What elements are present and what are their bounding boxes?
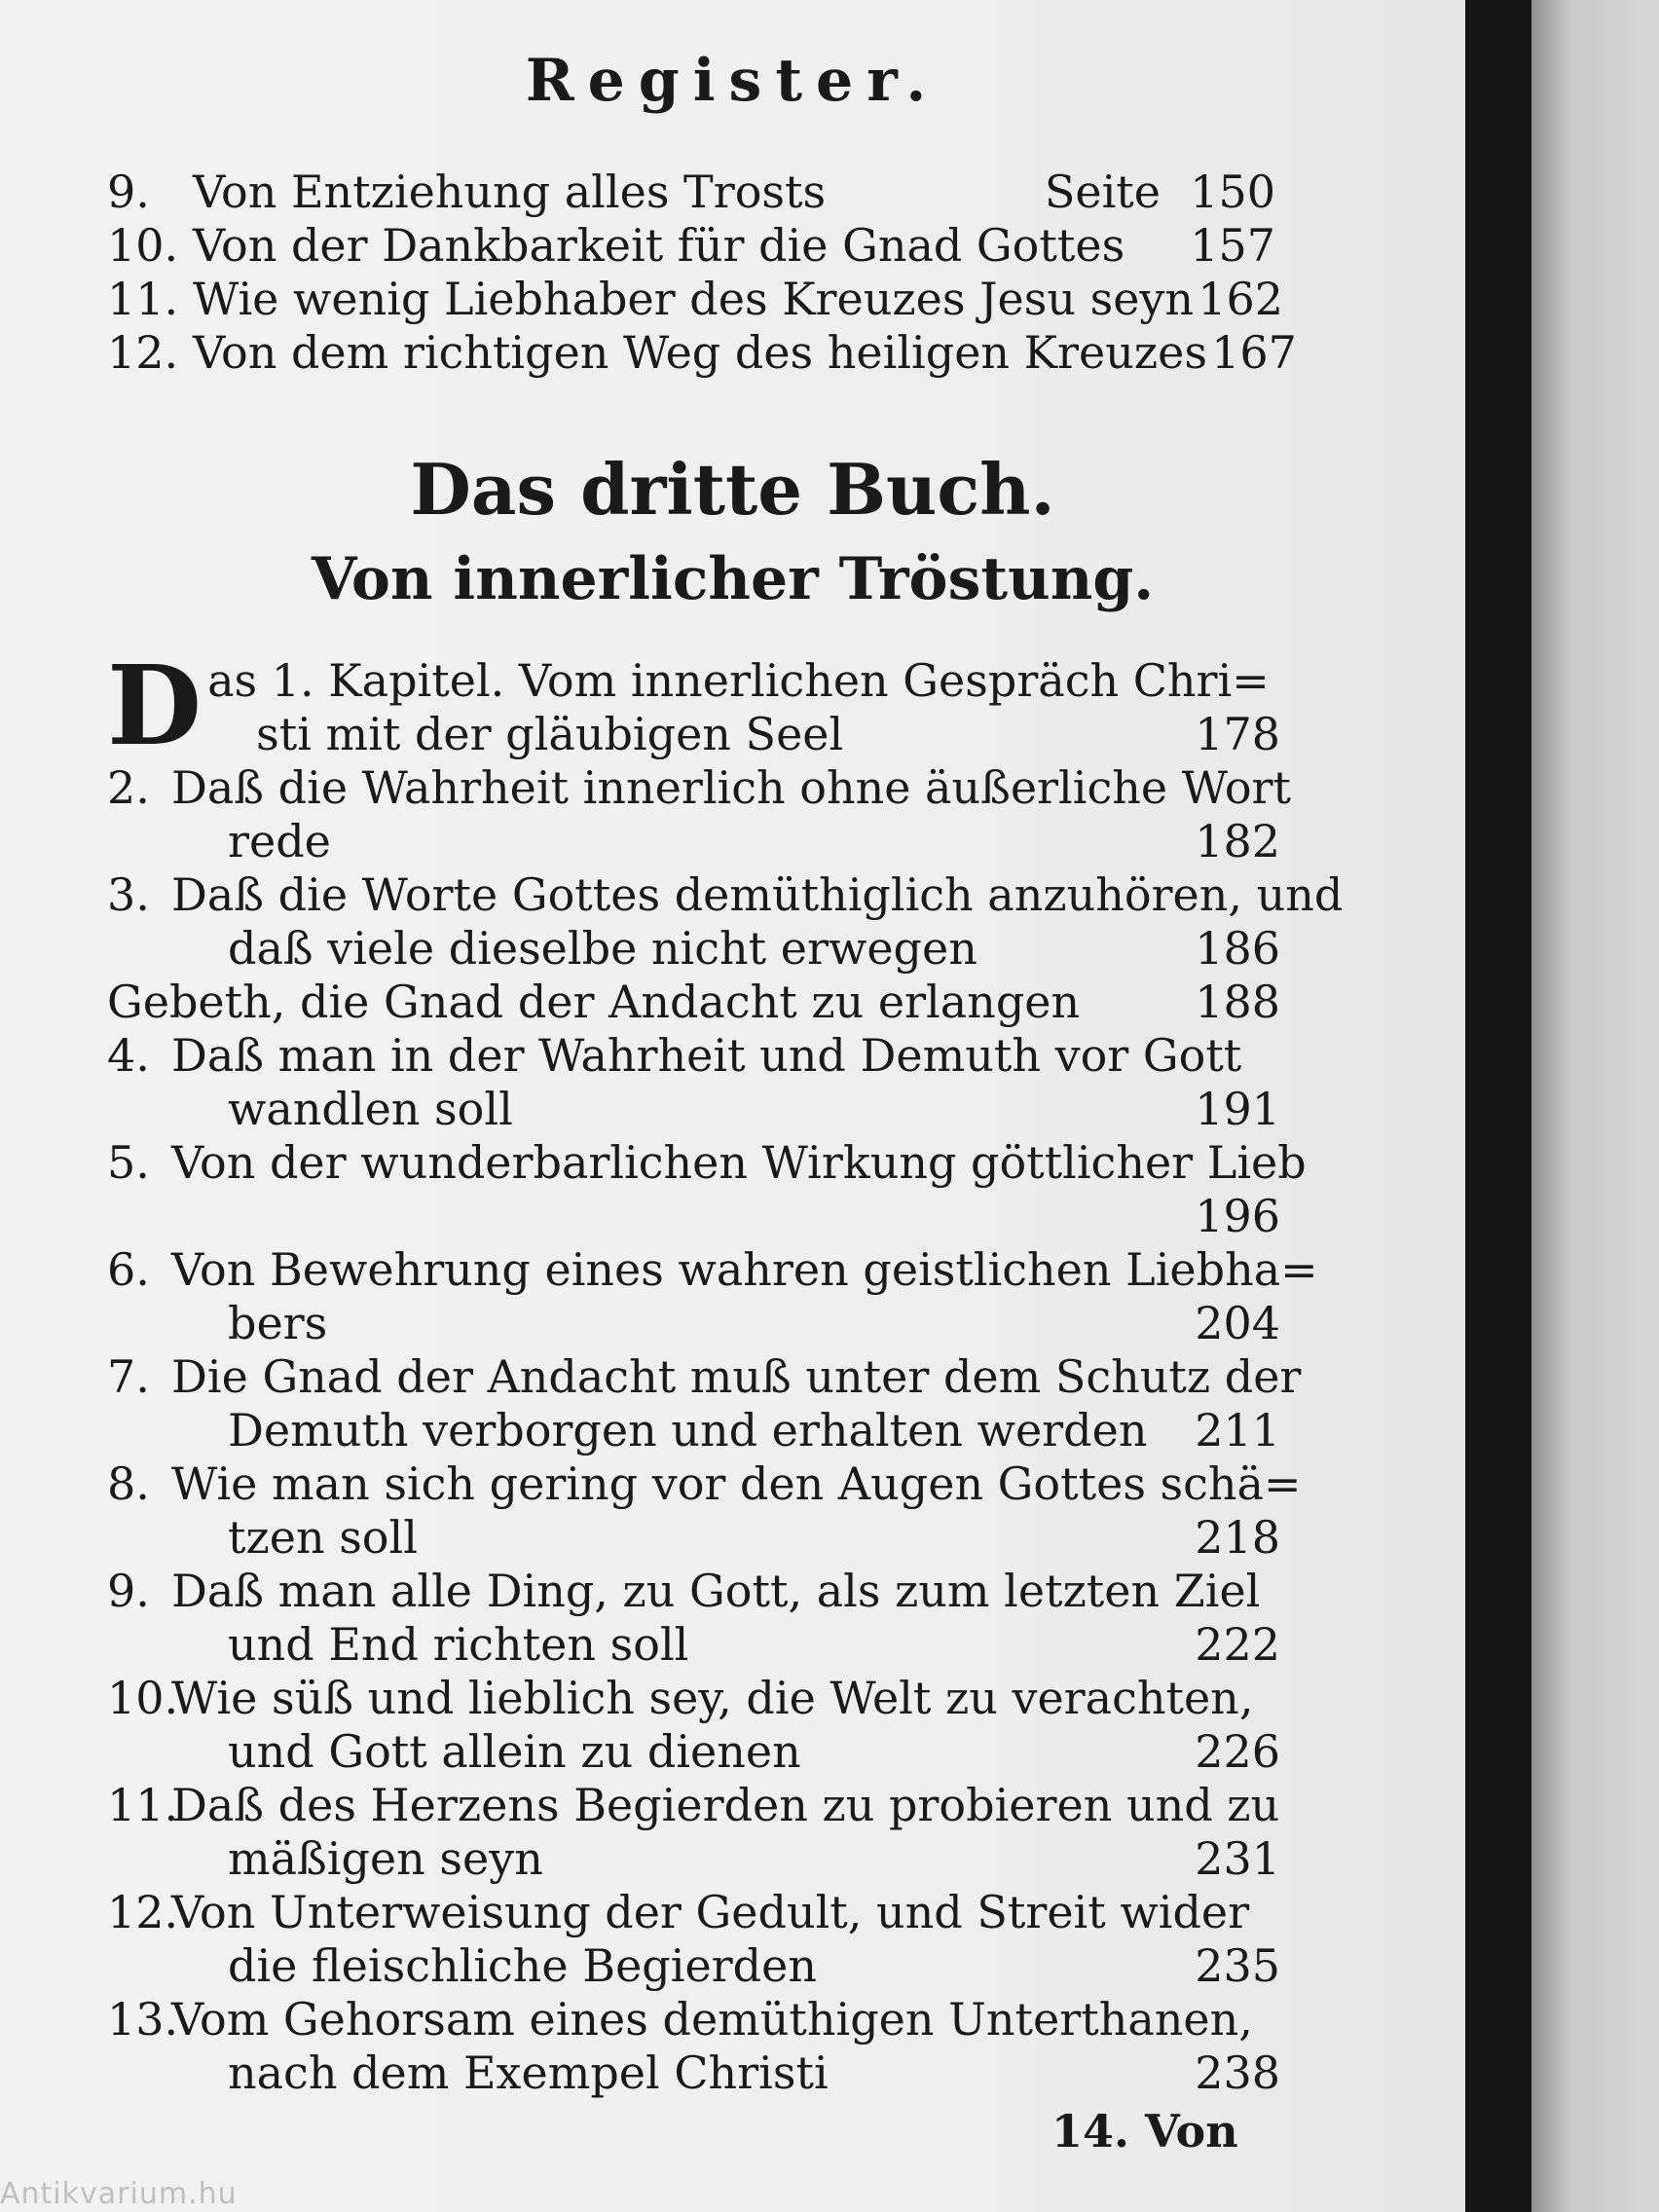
entry-title-cont: und End richten soll [228,1618,689,1671]
entry-page: 182 [1195,815,1280,867]
toc-entry [107,1029,1280,1136]
toc-entry-gebeth [107,976,1280,1029]
entry-number: 9. [107,1565,150,1617]
toc-entry [107,1565,1280,1672]
entry-title: Wie süß und lieblich sey, die Welt zu verachten, [171,1672,1254,1724]
watermark-text: Antikvarium.hu [0,2177,238,2211]
entry-page: 186 [1195,922,1280,975]
entry-title: Daß man alle Ding, zu Gott, als zum letzten Ziel [171,1565,1261,1617]
toc-entry [107,1457,1302,1565]
book-title: Das dritte Buch. [410,448,1055,531]
entry-title: Gebeth, die Gnad der Andacht zu erlangen [107,976,1081,1028]
entry-title: Von der wunderbarlichen Wirkung göttlicher Lieb [171,1136,1307,1189]
entry-line [207,708,1280,761]
entry-title: Daß des Herzens Begierden zu probieren und zu [171,1779,1280,1831]
entry-title-cont: wandlen soll [228,1083,513,1135]
toc-entry [107,273,1284,326]
entry-number: 13. [107,1993,179,2046]
entry-title-cont: tzen soll [228,1511,418,1564]
entry-title: Von Unterweisung der Gedult, und Streit wider [171,1886,1250,1938]
entry-number: 11. [107,273,179,325]
entry-title: Die Gnad der Andacht muß unter dem Schutz der [171,1350,1302,1403]
entry-number: 7. [107,1350,150,1403]
entry-page: 226 [1195,1725,1280,1778]
toc-entry [107,1779,1280,1886]
entry-title-cont: Demuth verborgen und erhalten werden [228,1404,1148,1456]
entry-page: 150 [1190,166,1275,218]
entry-number: 10. [107,219,179,272]
entry-number: 6. [107,1243,150,1296]
entry-page: 235 [1195,1939,1280,1992]
entry-title-cont: bers [228,1297,328,1349]
entry-title-cont: rede [228,815,331,867]
entry-title: Von der Dankbarkeit für die Gnad Gottes [193,219,1125,272]
page-header: Register. [525,47,940,115]
entry-title-cont: sti mit der gläubigen Seel [256,708,844,760]
background-edge [1531,0,1659,2212]
drop-cap: D [107,643,203,770]
toc-entry [107,868,1344,976]
entry-page: 238 [1195,2046,1280,2099]
toc-entry [107,1243,1318,1350]
entry-page: 222 [1195,1618,1280,1671]
entry-title: Wie wenig Liebhaber des Kreuzes Jesu seyn [193,273,1195,325]
entry-page: 231 [1195,1832,1280,1885]
book-subtitle: Von innerlicher Tröstung. [311,545,1155,613]
entry-page: 196 [1195,1190,1280,1242]
entry-number: 11. [107,1779,179,1831]
entry-page: 218 [1195,1511,1280,1564]
entry-number: 9. [107,166,150,218]
entry-title-cont: und Gott allein zu dienen [228,1725,801,1778]
toc-entry [107,761,1292,868]
entry-title: Vom Gehorsam eines demüthigen Unterthanen, [171,1993,1253,2046]
entry-number: 8. [107,1457,150,1510]
toc-entry [107,1350,1302,1457]
toc-entry [107,1672,1280,1779]
entry-line [207,654,1280,708]
entry-number: 2. [107,761,150,814]
toc-entry [107,166,1275,219]
entry-number: 12. [107,326,179,379]
entry-page: 211 [1195,1404,1280,1456]
toc-entry [107,219,1275,273]
entry-title: Daß die Worte Gottes demüthiglich anzuhören, und [171,868,1344,921]
toc-entry-first [107,643,1280,770]
chapter-list [107,643,1344,2100]
entry-page: 188 [1195,976,1280,1028]
seite-label: Seite [1044,166,1161,218]
toc-entry [107,1136,1307,1243]
entry-title: Daß die Wahrheit innerlich ohne äußerliche Wort [171,761,1292,814]
entry-title: Von Entziehung alles Trosts [193,166,827,218]
toc-entry [107,326,1297,380]
toc-entry [107,1886,1280,1993]
catchword: 14. Von [1051,2105,1238,2157]
entry-title-cont: die fleischliche Begierden [228,1939,817,1992]
entry-title: as 1. Kapitel. Vom innerlichen Gespräch Chri= [207,654,1270,707]
entry-number: 4. [107,1029,150,1082]
book-spine [1465,0,1531,2212]
entry-title: Wie man sich gering vor den Augen Gottes schä= [171,1457,1302,1510]
entry-page: 157 [1190,219,1275,272]
entry-title: Daß man in der Wahrheit und Demuth vor Gott [171,1029,1242,1082]
entry-page: 178 [1195,708,1280,760]
entry-title-cont: nach dem Exempel Christi [228,2046,829,2099]
entry-page: 204 [1195,1297,1280,1349]
entry-number: 12. [107,1886,179,1938]
entry-page: 162 [1198,273,1284,325]
entry-page: 191 [1195,1083,1280,1135]
entry-number: 5. [107,1136,150,1189]
entry-title-cont: daß viele dieselbe nicht erwegen [228,922,977,975]
entry-title: Von Bewehrung eines wahren geistlichen Liebha= [171,1243,1318,1296]
previous-book-entries [107,166,1297,380]
entry-page: 167 [1211,326,1297,379]
entry-title-cont: mäßigen seyn [228,1832,543,1885]
entry-title: Von dem richtigen Weg des heiligen Kreuzes [193,326,1207,379]
entry-number: 3. [107,868,150,921]
toc-entry [107,1993,1280,2100]
entry-number: 10. [107,1672,179,1724]
